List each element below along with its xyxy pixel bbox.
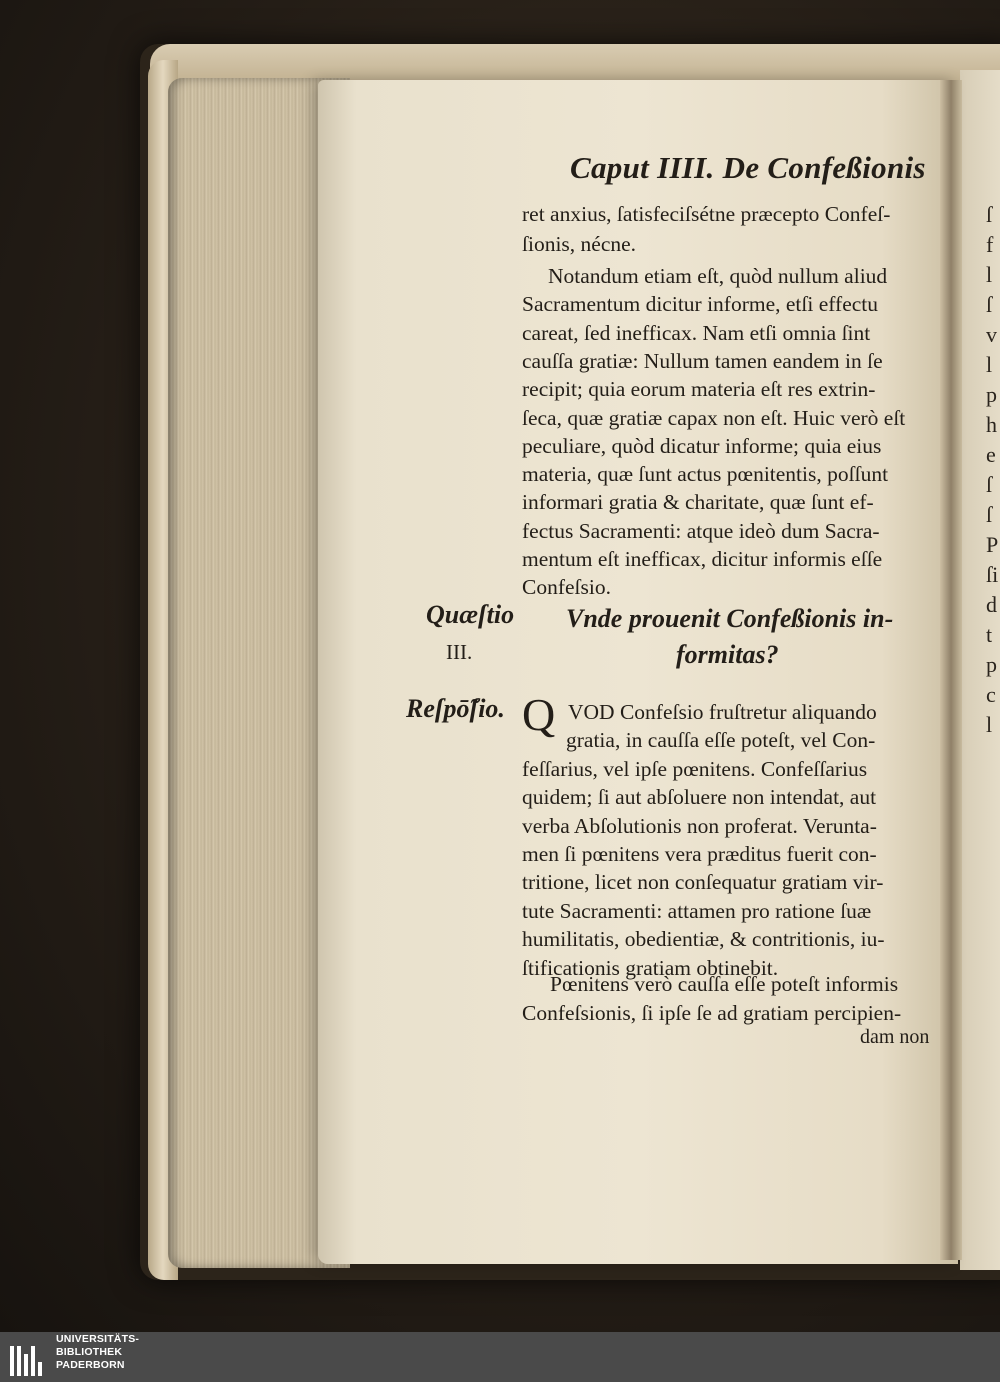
text-line: quidem; ſi aut abſoluere non intendat, aut xyxy=(522,785,877,810)
text-line: verba Abſolutionis non proferat. Verunta- xyxy=(522,813,877,838)
text-line: peculiare, quòd dicatur informe; quia eius xyxy=(522,433,882,458)
text-line: ſtificationis gratiam obtinebit. xyxy=(522,955,779,980)
text-line: tute Sacramenti: attamen pro ratione ſuæ xyxy=(522,898,872,923)
facing-page-letter: ſ xyxy=(986,472,993,497)
catchword: dam non xyxy=(860,1026,930,1048)
facing-page-letter: d xyxy=(986,592,997,617)
drop-cap: Q xyxy=(522,689,556,740)
facing-page-letter: h xyxy=(986,412,997,437)
facing-page-letter: l xyxy=(986,262,993,287)
facing-page-letter: p xyxy=(986,652,997,677)
text-line: materia, quæ ſunt actus pœnitentis, poſſunt xyxy=(522,462,889,487)
text-line: feſſarius, vel ipſe pœnitens. Confeſſarius xyxy=(522,756,868,781)
question-title-line-1: Vnde prouenit Confeßionis in- xyxy=(566,604,894,633)
facing-page-letters xyxy=(986,200,1000,740)
text-line: ſionis, nécne. xyxy=(522,232,637,256)
text-line: VOD Confeſsio fruſtretur aliquando xyxy=(568,700,877,724)
text-line: Pœnitens verò cauſſa eſſe poteſt informis xyxy=(550,972,899,996)
facing-page-letter: l xyxy=(986,352,993,377)
quaestio-number: III. xyxy=(446,640,473,664)
facing-page-letter: c xyxy=(986,682,996,707)
responsio-label: Reſpō̃ſio. xyxy=(406,694,505,723)
text-line: mentum eſt inefficax, dicitur informis eſſe xyxy=(522,547,883,571)
library-footer xyxy=(0,1332,1000,1382)
text-line: careat, ſed inefficax. Nam etſi omnia ſint xyxy=(522,320,871,345)
text-line: informari gratia & charitate, quæ ſunt ef- xyxy=(522,490,874,515)
library-name-line: BIBLIOTHEK xyxy=(56,1346,123,1358)
facing-page-letter: ſ xyxy=(986,502,993,527)
text-line: ret anxius, ſatisfeciſsétne præcepto Confeſ- xyxy=(522,202,891,226)
text-line: gratia, in cauſſa eſſe poteſt, vel Con- xyxy=(566,728,876,753)
text-line: humilitatis, obedientiæ, & contritionis, iu- xyxy=(522,927,885,952)
text-line: cauſſa gratiæ: Nullum tamen eandem in ſe xyxy=(522,348,883,373)
facing-page-letter: ſ xyxy=(986,292,993,317)
text-line: Confeſsionis, ſi ipſe ſe ad gratiam percipien- xyxy=(522,1000,902,1025)
library-logo-icon xyxy=(10,1338,50,1376)
facing-page-letter: t xyxy=(986,622,993,647)
library-name xyxy=(56,1333,139,1372)
text-line: Notandum etiam eſt, quòd nullum aliud xyxy=(548,264,888,288)
facing-page-letter: P xyxy=(986,532,999,557)
facing-page-letter: e xyxy=(986,442,996,467)
facing-page-letter: l xyxy=(986,712,993,737)
facing-page-letter: f xyxy=(986,232,994,257)
text-line: ſeca, quæ gratiæ capax non eſt. Huic verò eſt xyxy=(522,405,906,430)
text-line: Sacramentum dicitur informe, etſi effectu xyxy=(522,292,879,317)
facing-page-letter: ſ xyxy=(986,202,993,227)
page-gutter xyxy=(940,80,962,1260)
library-name-line: UNIVERSITÄTS- xyxy=(56,1333,140,1345)
facing-page-letter: v xyxy=(986,322,997,347)
text-line: men ſi pœnitens vera præditus fuerit con- xyxy=(522,842,877,866)
text-line: fectus Sacramenti: atque ideò dum Sacra- xyxy=(522,518,880,543)
text-line: recipit; quia eorum materia eſt res extrin- xyxy=(522,377,876,402)
question-title-line-2: formitas? xyxy=(676,640,779,669)
text-line: tritione, licet non conſequatur gratiam vir- xyxy=(522,870,884,895)
text-line: Confeſsio. xyxy=(522,575,611,600)
page-header: Caput IIII. De Confeßionis xyxy=(570,150,926,185)
facing-page-letter: p xyxy=(986,382,997,407)
library-name-line: PADERBORN xyxy=(56,1359,125,1371)
quaestio-label: Quæſtio xyxy=(426,600,515,629)
facing-page-letter: ſi xyxy=(986,562,999,587)
